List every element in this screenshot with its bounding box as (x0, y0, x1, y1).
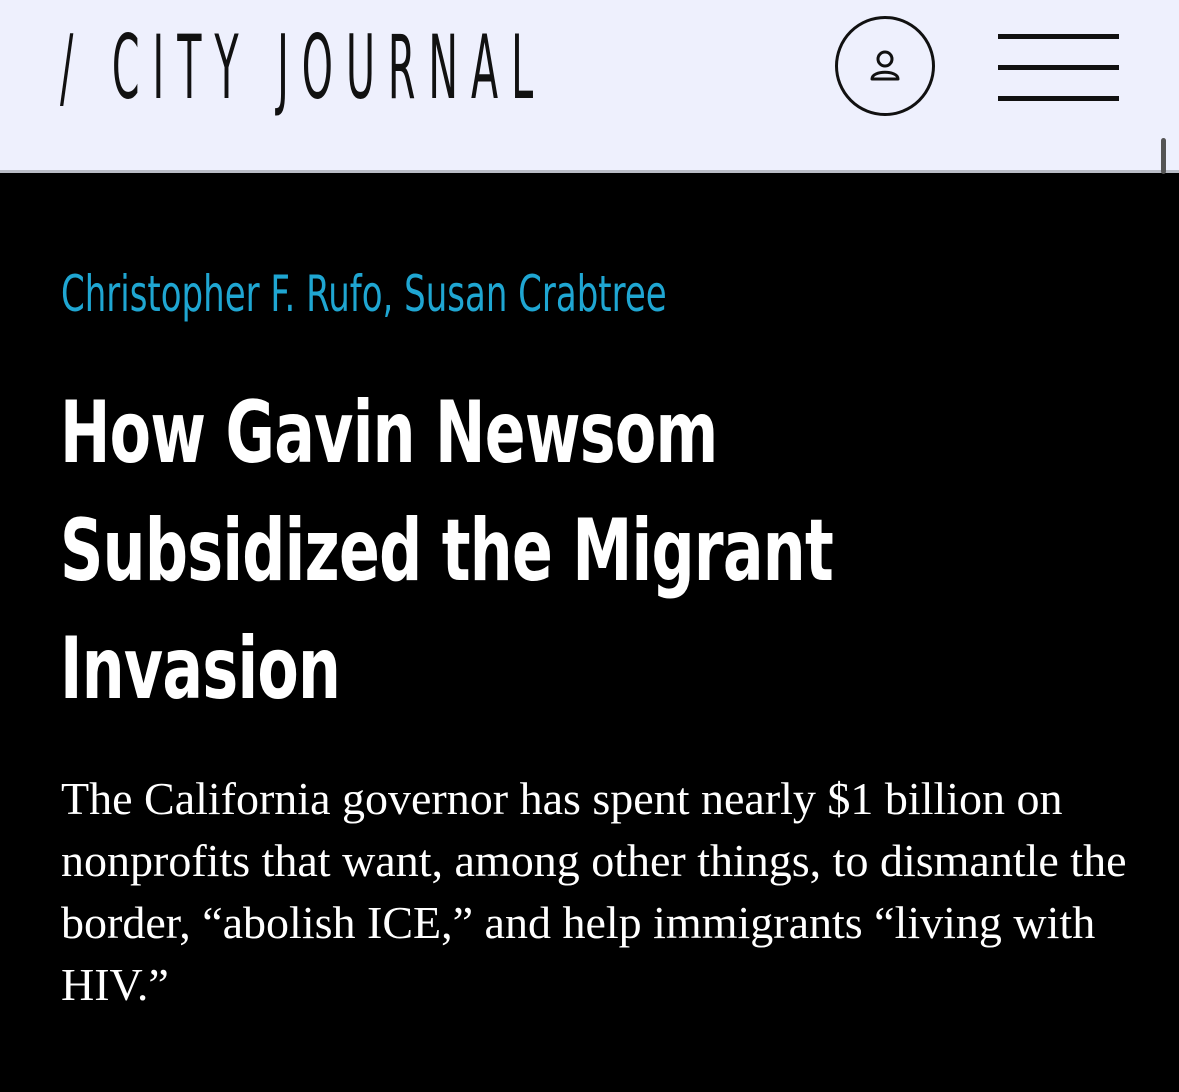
user-icon (865, 46, 905, 86)
account-button[interactable] (835, 16, 935, 116)
author-byline-link[interactable]: Christopher F. Rufo, Susan Crabtree (61, 265, 667, 323)
hamburger-menu-line (998, 96, 1119, 101)
hamburger-menu-line (998, 65, 1119, 70)
menu-button[interactable] (998, 34, 1119, 101)
article-title: How Gavin Newsom Subsidized the Migrant Invasion (60, 383, 834, 719)
scrollbar[interactable] (1161, 138, 1166, 174)
site-header (0, 0, 1179, 173)
site-logo[interactable]: / CITY JOURNAL (60, 16, 547, 119)
hamburger-menu-icon (998, 34, 1119, 39)
article-dek: The California governor has spent nearly $1 billion on nonprofits that want, among other things, to dismantle the border, “abolish ICE,” and help immigrants “living with HIV.” (61, 773, 1127, 1010)
